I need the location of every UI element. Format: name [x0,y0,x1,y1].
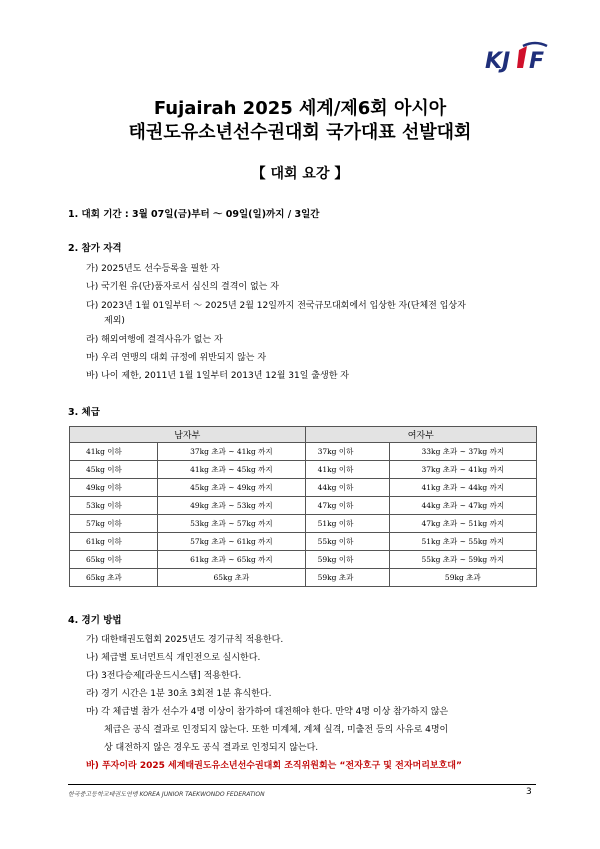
svg-text:F: F [529,49,545,74]
list-item-continuation: 체급은 공식 결과로 인정되지 않는다. 또한 미계체, 계체 실격, 미출전 등의 사유로 4명이 [104,725,449,735]
section-4-title: 4. 경기 방법 [68,615,122,626]
footer-text: 한국중고등학교태권도연맹 KOREA JUNIOR TAEKWONDO FEDERATION [68,791,265,798]
table-cell: 59kg 초과 [389,569,536,587]
list-item: 바) 나이 제한, 2011년 1월 1일부터 2013년 12월 31일 출생한 자 [86,371,349,381]
table-cell: 44kg 초과 ~ 47kg 까지 [389,497,536,515]
list-item: 나) 국기원 유(단)품자로서 심신의 결격이 없는 자 [86,282,279,292]
table-cell: 37kg 초과 ~ 41kg 까지 [158,443,305,461]
table-cell: 47kg 이하 [305,497,389,515]
svg-text:KJ: KJ [485,49,511,74]
table-cell: 65kg 이하 [70,551,158,569]
section-heading: 【 대회 요강 】 [251,166,349,182]
kjtf-logo [483,38,553,78]
table-row [70,533,537,551]
table-row [70,497,537,515]
table-cell: 41kg 이하 [305,461,389,479]
table-cell: 47kg 초과 ~ 51kg 까지 [389,515,536,533]
table-cell: 59kg 초과 [305,569,389,587]
table-cell: 41kg 초과 ~ 44kg 까지 [389,479,536,497]
table-cell: 51kg 초과 ~ 55kg 까지 [389,533,536,551]
table-cell: 53kg 이하 [70,497,158,515]
table-row [70,461,537,479]
section-1-period: 1. 대회 기간 : 3월 07일(금)부터 ～ 09일(일)까지 / 3일간 [68,209,320,220]
list-item: 나) 체급별 토너먼트식 개인전으로 실시한다. [86,653,261,663]
footer-divider [68,784,536,785]
table-cell: 45kg 초과 ~ 49kg 까지 [158,479,305,497]
list-item: 가) 2025년도 선수등록을 필한 자 [86,264,220,274]
list-item: 라) 해외여행에 결격사유가 없는 자 [86,335,223,345]
table-cell: 51kg 이하 [305,515,389,533]
table-cell: 65kg 초과 [158,569,305,587]
list-item: 다) 3전다승제[라운드시스템] 적용한다. [86,671,242,681]
table-cell: 33kg 초과 ~ 37kg 까지 [389,443,536,461]
table-cell: 45kg 이하 [70,461,158,479]
table-cell: 55kg 초과 ~ 59kg 까지 [389,551,536,569]
table-cell: 55kg 이하 [305,533,389,551]
list-item: 마) 우리 연맹의 대회 규정에 위반되지 않는 자 [86,353,267,363]
table-row [70,515,537,533]
list-item: 마) 각 체급별 참가 선수가 4명 이상이 참가하여 대전해야 한다. 만약 4명 이상 참가하지 않은 [86,707,449,717]
table-cell: 61kg 초과 ~ 65kg 까지 [158,551,305,569]
title-line-2: 태권도유소년선수권대회 국가대표 선발대회 [128,122,472,143]
table-cell: 37kg 이하 [305,443,389,461]
list-item: 가) 대한태권도협회 2025년도 경기규칙 적용한다. [86,635,284,645]
table-cell: 59kg 이하 [305,551,389,569]
title-line-1: Fujairah 2025 세계/제6회 아시아 [153,98,447,119]
table-row [70,479,537,497]
table-cell: 53kg 초과 ~ 57kg 까지 [158,515,305,533]
table-row [70,551,537,569]
weight-class-table [69,426,537,587]
page-number: 3 [526,787,532,797]
list-item-continuation: 제외) [104,316,125,326]
table-cell: 37kg 초과 ~ 41kg 까지 [389,461,536,479]
table-cell: 57kg 이하 [70,515,158,533]
list-item-continuation: 상 대전하지 않은 경우도 공식 결과로 인정되지 않는다. [104,743,319,753]
table-cell: 57kg 초과 ~ 61kg 까지 [158,533,305,551]
male-division-header: 남자부 [70,427,306,443]
section-2-title: 2. 참가 자격 [68,243,122,254]
table-cell: 44kg 이하 [305,479,389,497]
table-cell: 49kg 초과 ~ 53kg 까지 [158,497,305,515]
table-cell: 41kg 이하 [70,443,158,461]
list-item: 라) 경기 시간은 1분 30초 3회전 1분 휴식한다. [86,689,272,699]
table-row [70,443,537,461]
list-item-highlight: 바) 푸자이라 2025 세계태권도유소년선수권대회 조직위원회는 “전자호구 및 전자머리보호대” [86,761,462,771]
list-item: 다) 2023년 1월 01일부터 ～ 2025년 2월 12일까지 전국규모대회에서 입상한 자(단체전 입상자 [86,301,466,311]
table-row [70,569,537,587]
table-cell: 41kg 초과 ~ 45kg 까지 [158,461,305,479]
table-cell: 61kg 이하 [70,533,158,551]
table-cell: 49kg 이하 [70,479,158,497]
section-3-title: 3. 체급 [68,407,100,418]
table-cell: 65kg 초과 [70,569,158,587]
female-division-header: 여자부 [305,427,536,443]
